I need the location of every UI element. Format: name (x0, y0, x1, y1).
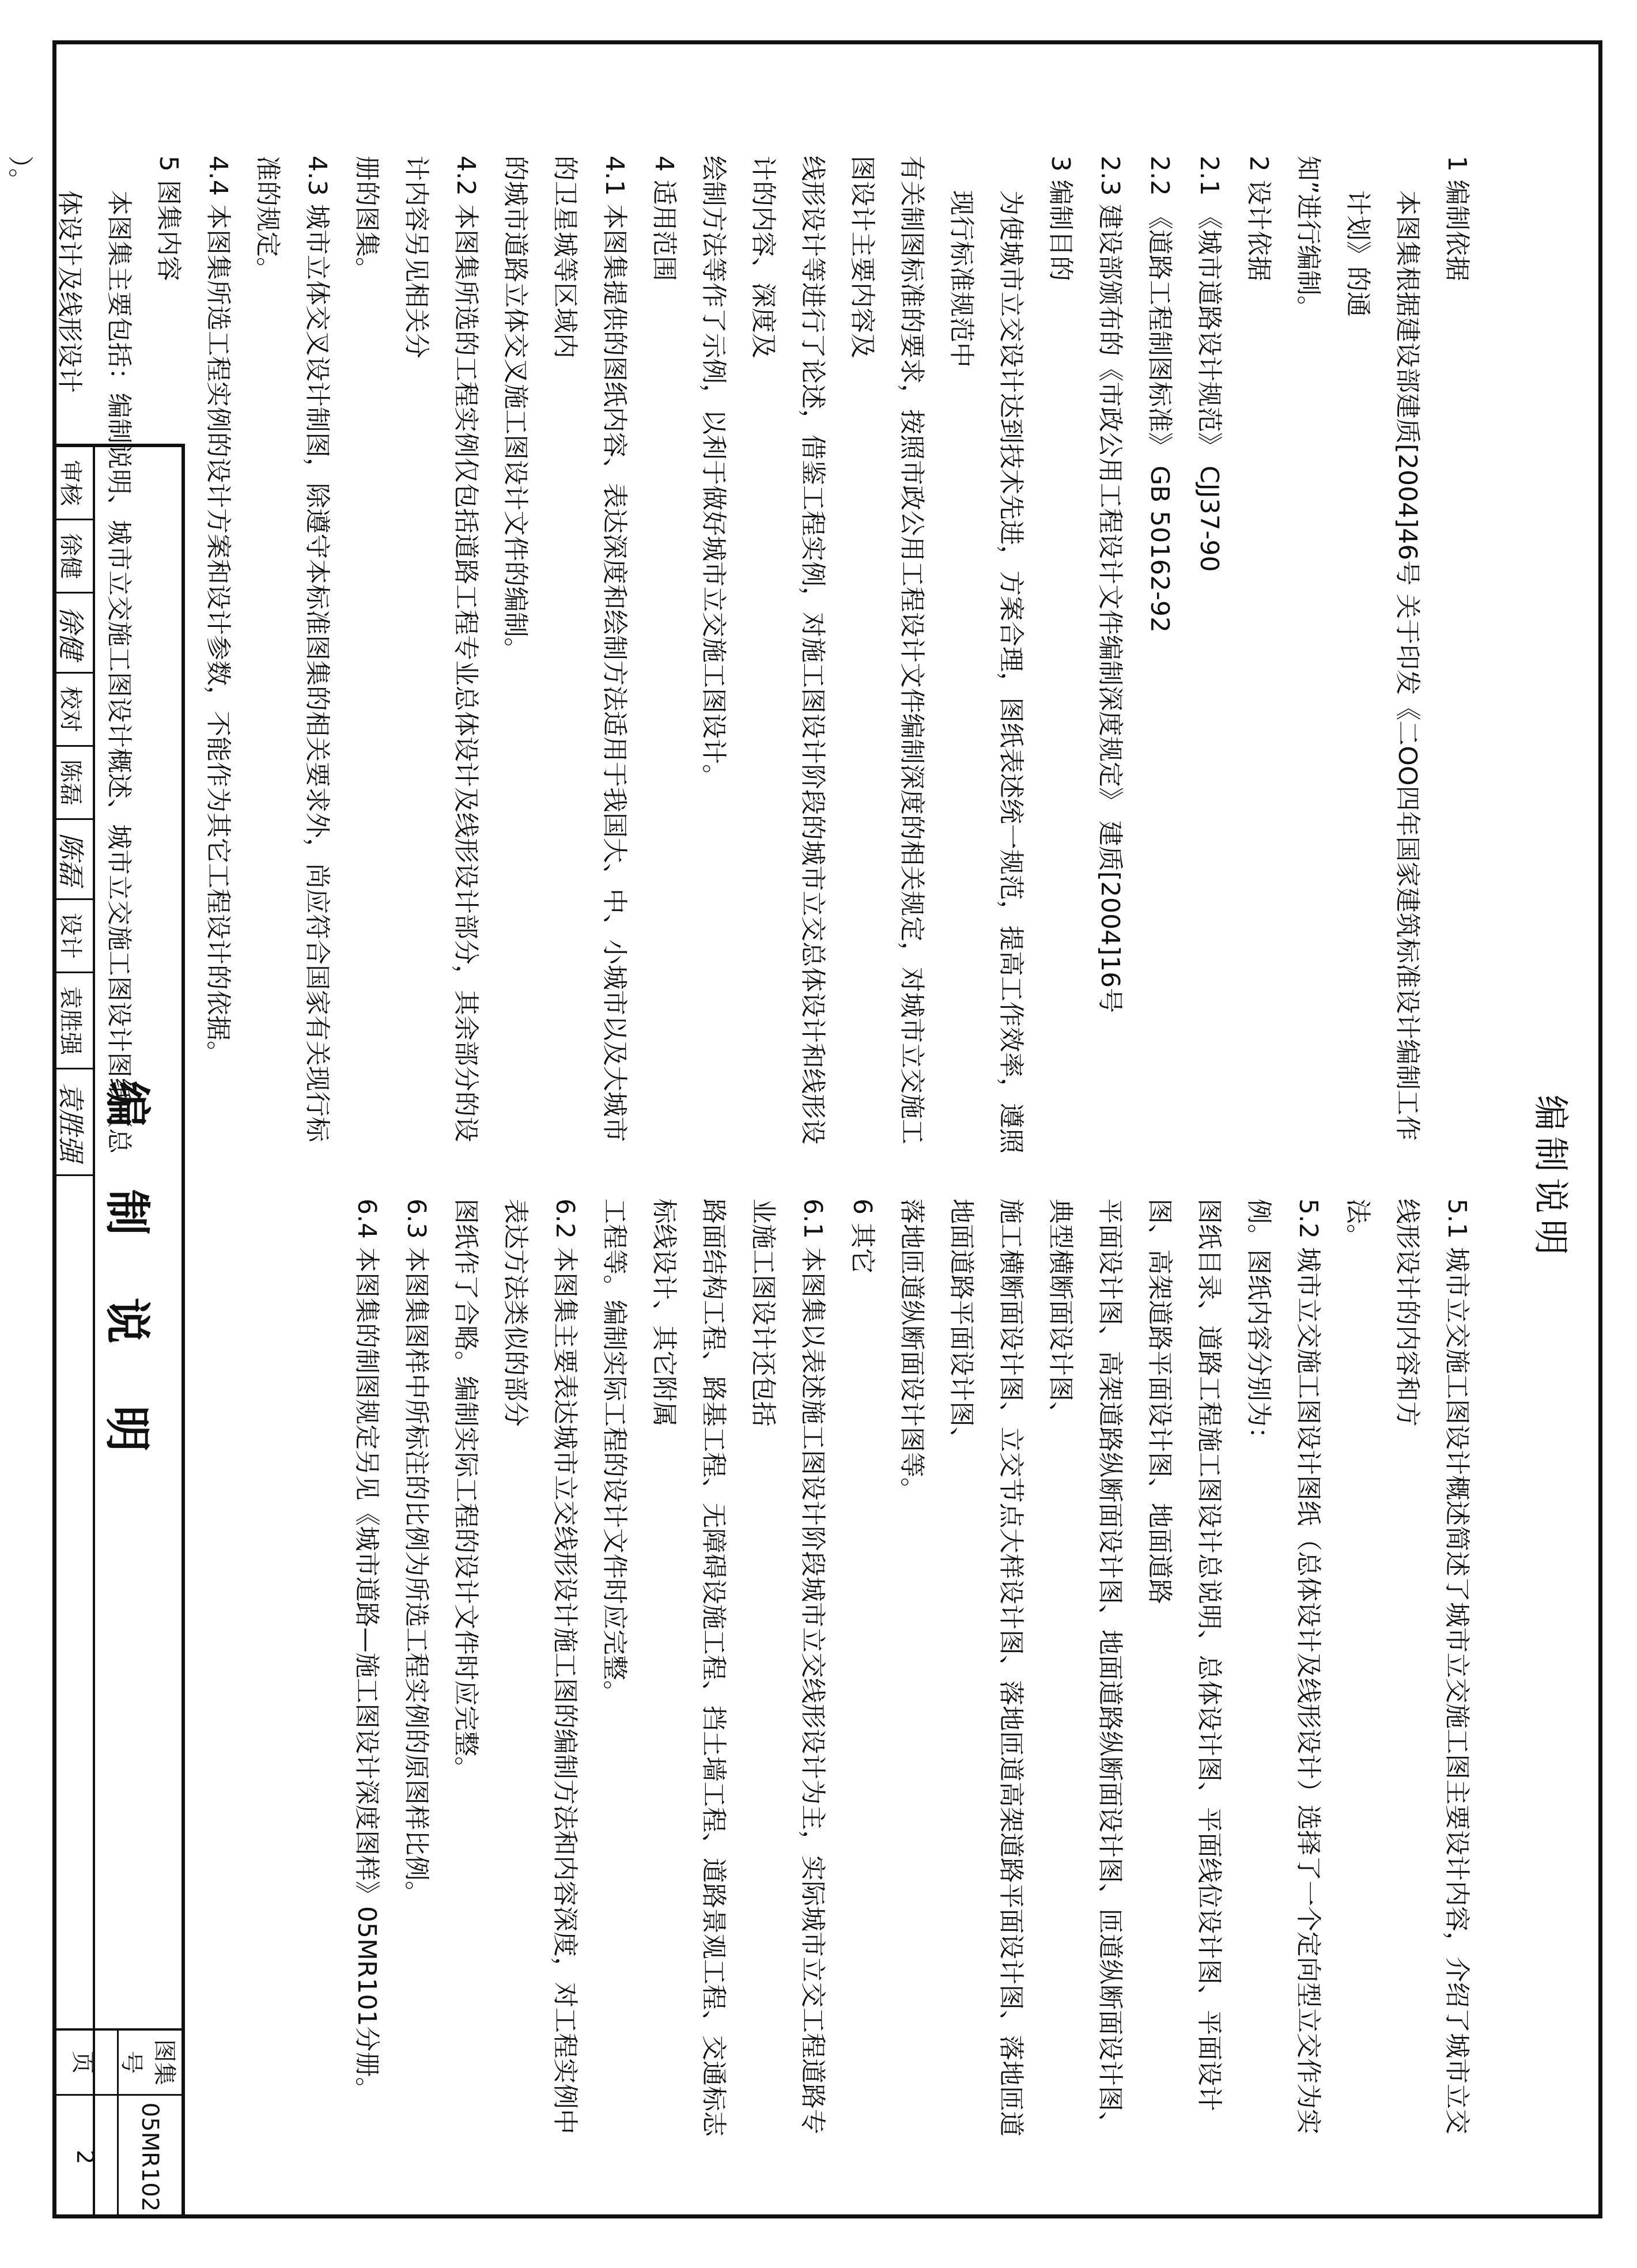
review-name: 徐健 (52, 520, 93, 594)
page-number: 2 (71, 2149, 98, 2165)
section-heading: 3 编制目的 (1046, 156, 1075, 281)
design-signature: 袁胜强 (52, 1069, 93, 1176)
text-line: 4.1 本图集提供的图纸内容、表达深度和绘制方法适用于我国大、中、小城市以及大城市的卫星城等区域内 (550, 156, 629, 1142)
document-title: 编制说明 (1530, 1095, 1572, 1261)
section-heading: 5 图集内容 (154, 156, 183, 281)
text-line: 4.3 城市立体交叉设计制图，除遵守本标准图集的相关要求外，尚应符合国家有关现行标准的规定。 (253, 156, 332, 1142)
review-label: 审核 (52, 447, 93, 520)
check-label: 校对 (52, 674, 93, 747)
text-line: 为使城市立交设计达到技术先进，方案合理，图纸表述统一规范，提高工作效率，遵照现行标准规范中 (947, 190, 1026, 1154)
atlas-number: 05MR102 (137, 2102, 164, 2212)
page-label: 页 (52, 2031, 117, 2096)
text-line: 6.1 本图集以表述施工图设计阶段城市立交线形设计为主，实际城市立交工程道路专业施工图设计还包括 (748, 1199, 827, 2134)
left-text-column (0, 156, 1481, 1158)
title-block-frame (52, 444, 185, 2218)
text-line: 线形设计等进行了论述，借鉴工程实例，对施工图设计阶段的城市立交总体设计和线形设计的内容、深度及 (748, 156, 827, 1144)
section-heading: 2 设计依据 (1244, 156, 1273, 281)
text-line: 6.3 本图集图样中所标注的比例为所选工程实例的原图样比例。 (402, 1199, 431, 1906)
design-name: 袁胜强 (52, 973, 93, 1069)
check-name: 陈磊 (52, 747, 93, 820)
text-line: 图纸目录、道路工程施工图设计总说明、总体设计图、平面线位设计图、平面设计图、高架道路平面设计图、地面道路 (1145, 1199, 1224, 2111)
text-line: 2.3 建设部颁布的《市政公用工程设计文件编制深度规定》 建质[2004]16号 (1095, 156, 1125, 1014)
atlas-info (52, 2028, 182, 2218)
text-line: 4.4 本图集所选工程实例的设计方案和设计参数，不能作为其它工程设计的依据。 (203, 156, 233, 1066)
text-line: 册的图集。 (352, 156, 381, 282)
title-block (52, 40, 185, 2218)
text-line: 路面结构工程、路基工程、无障碍设施工程、挡土墙工程、道路景观工程、交通标志标线设计、其它附属 (649, 1199, 728, 2137)
check-signature: 陈磊 (52, 820, 93, 900)
section-heading: 6 其它 (848, 1199, 877, 1273)
atlas-number-label: 图集号 (119, 2031, 182, 2096)
text-line: 图纸作了合略。编制实际工程的设计文件时应完整。 (451, 1199, 481, 1782)
text-line: 2.1 《城市道路设计规范》 CJJ37-90 (1194, 156, 1224, 572)
text-line: 4.2 本图集所选的工程实例仅包括道路工程专业总体设计及线形设计部分，其余部分的设计内容另见相关分 (402, 156, 481, 1142)
text-line: ）。 (5, 156, 35, 194)
text-line: 的城市道路立体交叉施工图设计文件的编制。 (501, 156, 530, 663)
text-line: 知”进行编制。 (1294, 156, 1323, 321)
text-line: 施工横断面设计图、立交节点大样设计图、落地匝道高架道路平面设计图、落地匝道地面道路平面设计图、 (947, 1199, 1026, 2137)
text-line: 有关制图标准的要求，按照市政公用工程设计文件编制深度的相关规定，对城市立交施工图设计主要内容及 (848, 156, 927, 1144)
text-line: 5.1 城市立交施工图设计概述简述了城市立交施工图主要设计内容，介绍了城市立交线形设计的内容和方 (1393, 1199, 1472, 2134)
section-heading: 1 编制依据 (1442, 156, 1472, 281)
text-line: 本图集根据建设部建质[2004]46号 关于印发《二OO四年国家建筑标准设计编制工作计划》的通 (1343, 190, 1422, 1141)
text-line: 5.2 城市立交施工图设计图纸（总体设计及线形设计）选择了一个定向型立交作为实例。图纸内容分别为： (1244, 1199, 1323, 2134)
text-line: 6.4 本图集的制图规定另见《城市道路—施工图设计深度图样》05MR101分册。 (352, 1199, 381, 2103)
right-text-column (342, 1199, 1481, 2155)
review-signature: 徐健 (52, 594, 93, 674)
text-line: 工程等。编制实际工程的设计文件时应完整。 (600, 1199, 629, 1706)
section-heading: 4 适用范围 (649, 156, 679, 281)
text-line: 2.2 《道路工程制图标准》 GB 50162-92 (1145, 156, 1174, 633)
text-line: 本图集主要包括：编制说明、城市立交施工图设计概述、城市立交施工图设计图纸（总体设计及线形设计 (55, 190, 134, 1154)
text-line: 落地匝道纵断面设计图等。 (897, 1199, 927, 1503)
text-line: 平面设计图、高架道路纵断面设计图、地面道路纵断面设计图、匝道纵断面设计图、典型横断面设计图、 (1046, 1199, 1125, 2137)
design-label: 设计 (52, 900, 93, 973)
text-line: 6.2 本图集主要表达城市立交线形设计施工图的编制方法和内容深度，对工程实例中表达方法类似的部分 (501, 1199, 580, 2134)
text-line: 绘制方法等作了示例，以利于做好城市立交施工图设计。 (699, 156, 728, 789)
signature-row (52, 447, 95, 2218)
title-block-title: 编 制 说 明 (100, 1081, 154, 1475)
text-line: 法。 (1343, 1199, 1373, 1249)
